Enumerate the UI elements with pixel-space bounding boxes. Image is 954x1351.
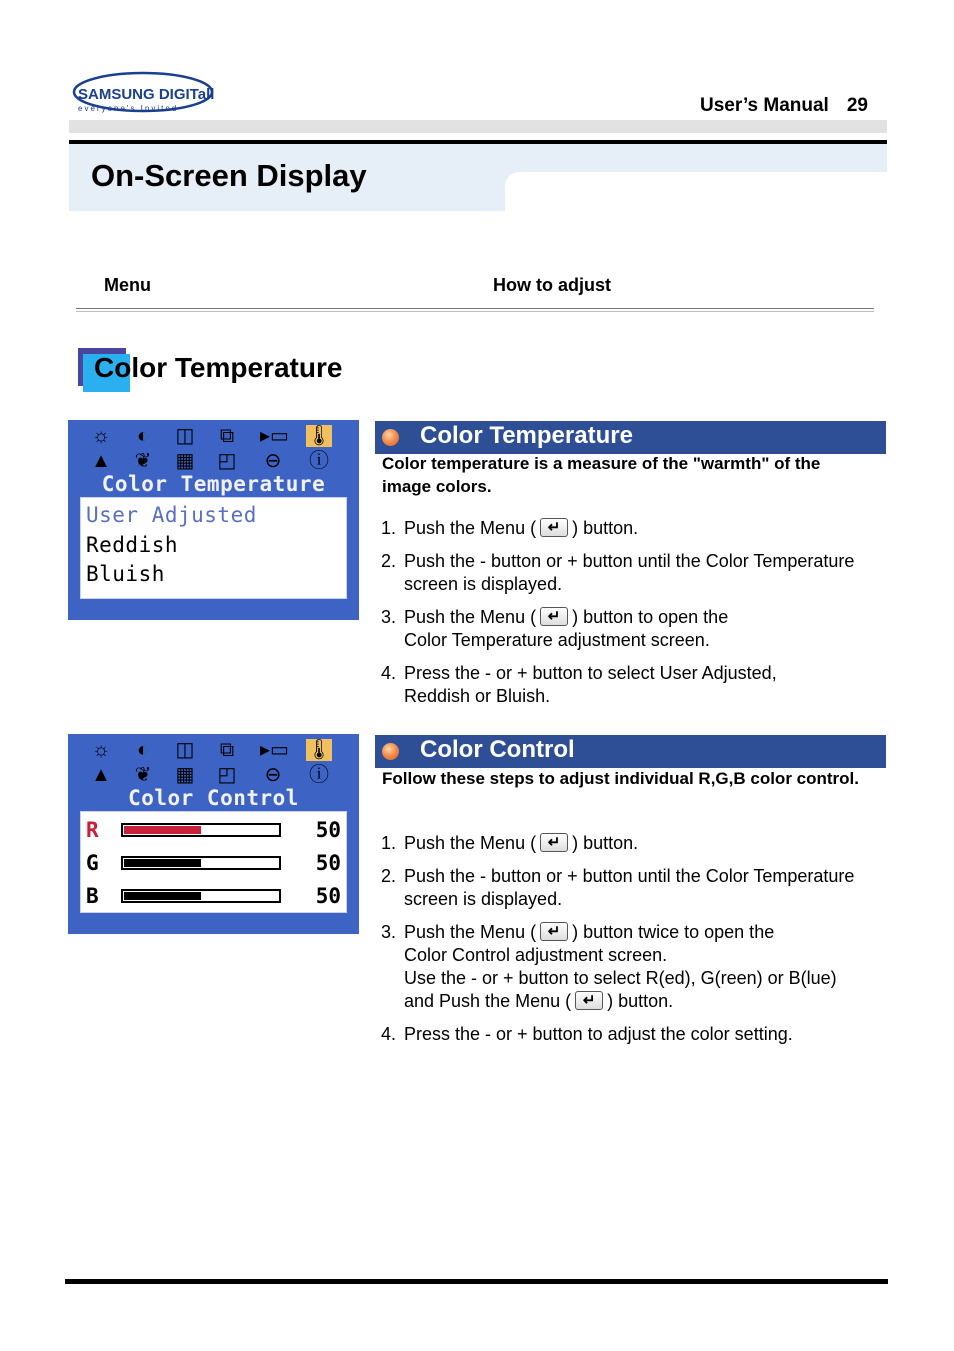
- rgb-value: 50: [315, 884, 341, 908]
- rgb-letter: R: [86, 818, 99, 842]
- step-text: ) button.: [572, 833, 639, 853]
- doc-header: [700, 95, 868, 117]
- rgb-value: 50: [315, 851, 341, 875]
- step-item: [381, 606, 891, 652]
- rgb-slider[interactable]: [121, 823, 281, 837]
- step-text: Color Control adjustment screen.: [404, 945, 668, 965]
- osd-option-reddish[interactable]: Reddish: [86, 533, 179, 557]
- step-number: 1.: [381, 518, 397, 538]
- color-temperature-icon: 🌡: [306, 425, 332, 447]
- step-text: ) button.: [607, 991, 674, 1011]
- rgb-slider-fill: [124, 826, 201, 834]
- color-icon: ❦: [134, 764, 152, 786]
- step-text: Press the - or + button to adjust the color setting.: [404, 1024, 793, 1044]
- step-number: 4.: [381, 1024, 397, 1044]
- rgb-value: 50: [315, 818, 341, 842]
- header-strip: [69, 120, 887, 133]
- rgb-letter: B: [86, 884, 99, 908]
- step-number: 2.: [381, 551, 397, 571]
- window-icon: ⧉: [219, 739, 235, 761]
- step-text: ) button twice to open the: [572, 922, 775, 942]
- brightness-icon: ☼: [91, 425, 111, 447]
- rgb-row-red[interactable]: [86, 818, 341, 842]
- step-text: ) button to open the: [572, 607, 729, 627]
- step-text: Push the Menu (: [404, 922, 537, 942]
- step-list: [381, 517, 891, 708]
- step-text: Push the Menu (: [404, 833, 537, 853]
- title-band-right: [505, 144, 887, 172]
- section-bar-color-temperature: [375, 421, 886, 454]
- degauss-icon: ▦: [175, 450, 195, 472]
- rgb-slider[interactable]: [121, 856, 281, 870]
- samsung-logo: [72, 70, 214, 116]
- step-text: Reddish or Bluish.: [404, 686, 551, 706]
- step-text: Push the Menu (: [404, 518, 537, 538]
- bullet-icon: [382, 743, 399, 760]
- step-number: 2.: [381, 866, 397, 886]
- clock-icon: ⊖: [264, 764, 282, 786]
- step-item: [381, 550, 891, 596]
- contrast-icon: ◐: [136, 425, 150, 447]
- step-text: Press the - or + button to select User Adjusted,: [404, 663, 777, 683]
- geometry-icon: ◫: [175, 739, 195, 761]
- degauss-icon: ▦: [175, 764, 195, 786]
- block-intro: Color temperature is a measure of the "warmth" of the image colors.: [382, 454, 821, 496]
- page-number: 29: [846, 95, 868, 116]
- step-item: [381, 832, 891, 855]
- step-item: [381, 662, 891, 708]
- step-number: 4.: [381, 663, 397, 683]
- size-icon: ◰: [217, 450, 237, 472]
- color-temperature-icon: 🌡: [306, 739, 332, 761]
- section-title: Color Temperature: [94, 352, 343, 383]
- logo-text: SAMSUNG DIGITall: [78, 86, 214, 103]
- enter-key-icon: [540, 833, 568, 852]
- rgb-letter: G: [86, 851, 99, 875]
- step-list: [381, 832, 891, 1046]
- step-item: [381, 921, 891, 1013]
- page-title: On-Screen Display: [91, 158, 367, 193]
- osd-color-temperature-panel: [68, 420, 359, 620]
- step-text: ) button.: [572, 518, 639, 538]
- sharpness-icon: ▲: [91, 450, 111, 472]
- column-rule-shadow: [76, 311, 874, 312]
- block-title: Color Control: [420, 736, 575, 763]
- enter-key-icon: [540, 607, 568, 626]
- osd-option-bluish[interactable]: Bluish: [86, 562, 165, 586]
- osd-option-list: [80, 497, 347, 599]
- rgb-row-green[interactable]: [86, 851, 341, 875]
- column-rule: [76, 308, 874, 309]
- step-item: [381, 865, 891, 911]
- step-text: and Push the Menu (: [404, 991, 572, 1011]
- position-icon: ▸▭: [260, 425, 289, 447]
- step-text: Color Temperature adjustment screen.: [404, 630, 710, 650]
- section-bar-color-control: [375, 735, 886, 768]
- column-menu-header: Menu: [104, 275, 151, 295]
- rgb-slider-fill: [124, 859, 201, 867]
- enter-key-icon: [540, 922, 568, 941]
- size-icon: ◰: [217, 764, 237, 786]
- rgb-slider-fill: [124, 892, 201, 900]
- osd-color-control-panel: [68, 734, 359, 934]
- doc-title: User’s Manual: [700, 95, 829, 116]
- step-number: 3.: [381, 607, 397, 627]
- info-icon: ⓘ: [309, 450, 329, 472]
- osd-icon-grid: [88, 425, 338, 475]
- block-title: Color Temperature: [420, 422, 633, 449]
- brightness-icon: ☼: [91, 739, 111, 761]
- step-number: 1.: [381, 833, 397, 853]
- enter-key-icon: [540, 518, 568, 537]
- step-item: [381, 517, 891, 540]
- window-icon: ⧉: [219, 425, 235, 447]
- step-text: Push the - button or + button until the Color Temperature screen is displayed.: [404, 551, 855, 594]
- step-text: Push the - button or + button until the Color Temperature screen is displayed.: [404, 866, 855, 909]
- clock-icon: ⊖: [264, 450, 282, 472]
- footer-rule: [65, 1279, 888, 1284]
- osd-icon-grid: [88, 739, 338, 789]
- osd-option-user-adjusted[interactable]: User Adjusted: [86, 503, 257, 527]
- step-number: 3.: [381, 922, 397, 942]
- position-icon: ▸▭: [260, 739, 289, 761]
- osd-rgb-list: [80, 811, 347, 913]
- osd-menu-label: Color Control: [128, 786, 299, 810]
- column-how-header: How to adjust: [493, 275, 611, 295]
- step-text: Use the - or + button to select R(ed), G(reen) or B(lue): [404, 968, 837, 988]
- rgb-slider[interactable]: [121, 889, 281, 903]
- step-text: Push the Menu (: [404, 607, 537, 627]
- rgb-row-blue[interactable]: [86, 884, 341, 908]
- bullet-icon: [382, 429, 399, 446]
- color-icon: ❦: [134, 450, 152, 472]
- contrast-icon: ◐: [136, 739, 150, 761]
- block-intro: Follow these steps to adjust individual R,G,B color control.: [382, 769, 859, 788]
- step-item: [381, 1023, 891, 1046]
- geometry-icon: ◫: [175, 425, 195, 447]
- title-band-notch: [505, 172, 523, 190]
- enter-key-icon: [575, 991, 603, 1010]
- logo-tagline: everyone's Invited: [78, 104, 179, 113]
- osd-menu-label: Color Temperature: [101, 472, 326, 496]
- info-icon: ⓘ: [309, 764, 329, 786]
- sharpness-icon: ▲: [91, 764, 111, 786]
